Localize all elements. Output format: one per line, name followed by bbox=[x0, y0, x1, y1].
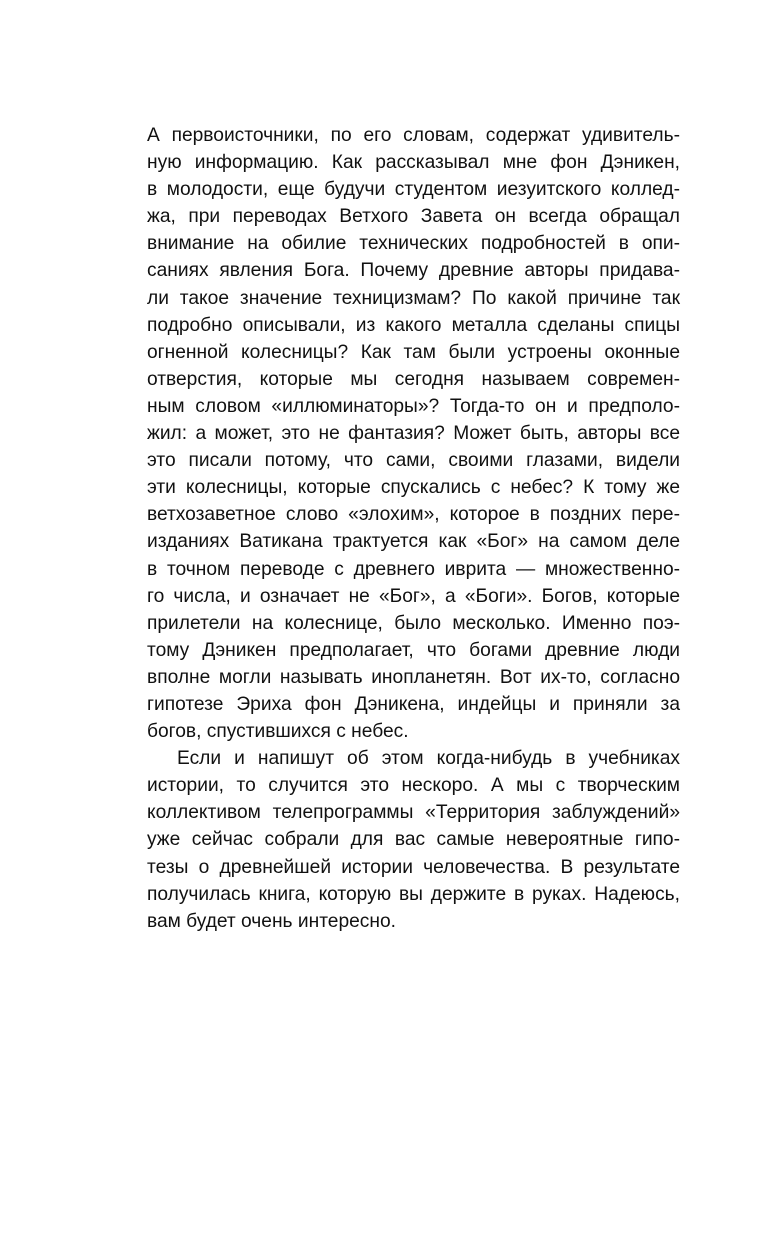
text-line: тому Дэникен предполагает, что богами древние люди bbox=[147, 639, 680, 661]
text-line: го числа, и означает не «Бог», а «Боги». Богов, которые bbox=[147, 585, 680, 607]
text-line: гипотезе Эриха фон Дэникена, индейцы и приняли за bbox=[147, 693, 680, 715]
text-line: вам будет очень интересно. bbox=[147, 910, 396, 932]
text-line: изданиях Ватикана трактуется как «Бог» на самом деле bbox=[147, 531, 680, 553]
text-line: ли такое значение техницизмам? По какой причине так bbox=[147, 287, 680, 309]
text-line: истории, то случится это нескоро. А мы с творческим bbox=[147, 775, 680, 797]
paragraph bbox=[147, 122, 680, 745]
text-line: ветхозаветное слово «элохим», которое в поздних пере- bbox=[147, 504, 680, 526]
text-line: тезы о древнейшей истории человечества. В результате bbox=[147, 856, 680, 878]
text-line: подробно описывали, из какого металла сделаны спицы bbox=[147, 314, 680, 336]
text-line: в точном переводе с древнего иврита — множественно- bbox=[147, 558, 680, 580]
text-line: огненной колесницы? Как там были устроены оконные bbox=[147, 341, 680, 363]
text-line: это писали потому, что сами, своими глазами, видели bbox=[147, 450, 680, 472]
text-line: А первоисточники, по его словам, содержат удивитель- bbox=[147, 125, 680, 146]
text-line: богов, спустившихся с небес. bbox=[147, 721, 409, 743]
text-line: жил: а может, это не фантазия? Может быть, авторы все bbox=[147, 423, 680, 445]
text-line: жа, при переводах Ветхого Завета он всегда обращал bbox=[147, 206, 680, 228]
text-line: ным словом «иллюминаторы»? Тогда-то он и предполо- bbox=[147, 395, 680, 417]
body-text bbox=[147, 122, 680, 935]
text-line: внимание на обилие технических подробностей в опи- bbox=[147, 233, 680, 255]
text-line: коллективом телепрограммы «Территория заблуждений» bbox=[147, 802, 680, 824]
paragraph bbox=[147, 745, 680, 935]
text-line: саниях явления Бога. Почему древние авторы придава- bbox=[147, 260, 680, 282]
text-line: в молодости, еще будучи студентом иезуитского коллед- bbox=[147, 179, 680, 201]
text-line: вполне могли называть инопланетян. Вот их-то, согласно bbox=[147, 666, 680, 688]
text-line: отверстия, которые мы сегодня называем современ- bbox=[147, 368, 680, 390]
text-line: эти колесницы, которые спускались с небес? К тому же bbox=[147, 477, 680, 499]
text-line: уже сейчас собрали для вас самые невероятные гипо- bbox=[147, 829, 680, 851]
text-line: Если и напишут об этом когда-нибудь в учебниках bbox=[177, 748, 680, 770]
text-line: ную информацию. Как рассказывал мне фон Дэникен, bbox=[147, 152, 680, 174]
text-line: получилась книга, которую вы держите в руках. Надеюсь, bbox=[147, 883, 680, 905]
text-line: прилетели на колеснице, было месколько. Именно поэ- bbox=[147, 612, 680, 634]
